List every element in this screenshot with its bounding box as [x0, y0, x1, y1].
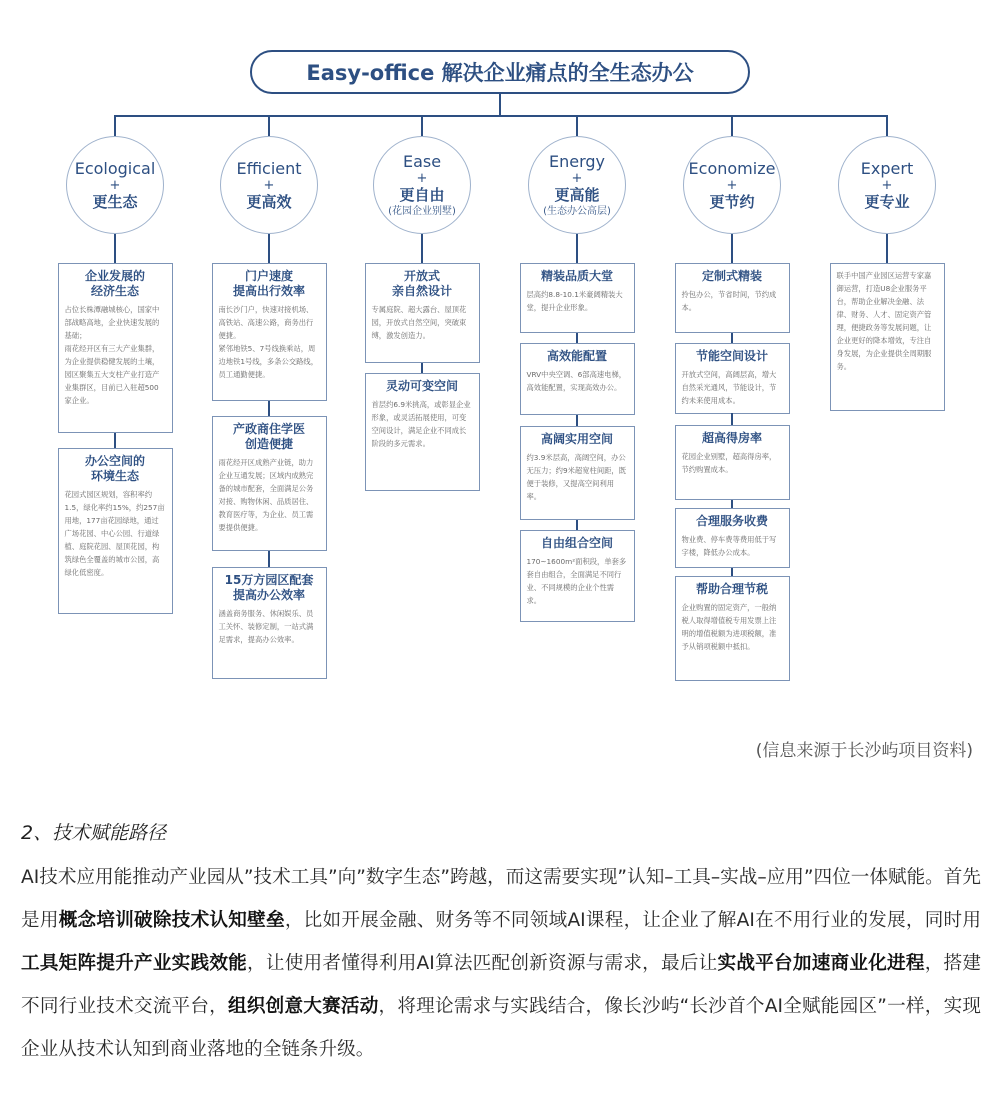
- box-connector-line: [421, 363, 423, 373]
- box-connector-line: [576, 520, 578, 530]
- feature-description: 花园企业别墅，超高得房率，节约购置成本。: [681, 452, 777, 474]
- feature-description: 占位长株潭融城核心，国家中部战略高地，企业快速发展的基础； 雨花经开区有三大产业集群，为企业提供稳健发展的土壤，园区聚集五大支柱产业打造产业集群区，目前已入驻超500家企业。: [64, 305, 160, 405]
- feature-description: 南长沙门户，快速对接机场、高铁站、高速公路，商务出行便捷。 紧邻地铁5、7号线换乘站，周边地铁1号线，多条公交路线，员工通勤便捷。: [218, 305, 319, 379]
- circle-to-box-line: [421, 234, 423, 263]
- box-connector-line: [114, 433, 116, 448]
- feature-description: 约3.9米层高，高阔空间，办公无压力；约9米超宽柱间距，既便于装修，又提高空间利用率。: [526, 453, 627, 501]
- category-plus: +: [416, 170, 428, 186]
- feature-box: [212, 567, 327, 679]
- feature-box: [212, 263, 327, 401]
- feature-title: 精装品质大堂: [540, 269, 613, 283]
- horizontal-bus-line: [114, 115, 888, 117]
- feature-title: 门户速度 提高出行效率: [232, 269, 305, 298]
- feature-title: 15万方园区配套 提高办公效率: [224, 573, 314, 602]
- text-run: ，搭建不同行业技术交流平台，: [21, 953, 981, 1017]
- feature-description: 企业购置的固定资产，一般纳税人取得增值税专用发票上注明的增值税额为进项税额，准予从销项税额中抵扣。: [681, 603, 777, 651]
- title-connector-line: [499, 94, 501, 116]
- feature-title: 超高得房率: [701, 431, 762, 445]
- text-run: ，让使用者懂得利用AI算法匹配创新资源与需求，最后让: [247, 953, 718, 974]
- feature-title: 定制式精装: [701, 269, 762, 283]
- bold-phrase: 工具矩阵提升产业实践效能: [21, 953, 248, 974]
- feature-description: 拎包办公，节省时间，节约成本。: [681, 290, 777, 312]
- feature-description: 雨花经开区成熟产业链，助力企业互通发展；区域内成熟完备的城市配套，全面满足公务对接、购物休闲、品质居住、教育医疗等，为企业、员工需要提供便捷。: [218, 458, 314, 532]
- feature-box: [675, 576, 790, 681]
- feature-box: [520, 530, 635, 622]
- column-drop-line: [731, 115, 733, 136]
- feature-box: [58, 448, 173, 614]
- feature-box: [675, 263, 790, 333]
- feature-title: 产政商住学医 创造便捷: [232, 422, 305, 451]
- bold-phrase: 实战平台加速商业化进程: [717, 953, 925, 974]
- feature-description: 层高约8.8-10.1米豪阔精装大堂，提升企业形象。: [526, 290, 623, 312]
- feature-title: 帮助合理节税: [695, 582, 768, 596]
- column-drop-line: [886, 115, 888, 136]
- feature-title: 高效能配置: [546, 349, 607, 363]
- body-paragraph: [21, 856, 981, 1071]
- category-sub: (花园企业别墅): [388, 205, 456, 217]
- column-drop-line: [114, 115, 116, 136]
- feature-box: [212, 416, 327, 551]
- diagram-title: Easy-office 解决企业痛点的全生态办公: [250, 50, 750, 94]
- feature-description: 联手中国产业园区运营专家嘉御运营，打造U8企业服务平台，帮助企业解决金融、法律、财务、人才、固定资产管理，便捷政务等发展问题，让企业更好的降本增效，专注自身发展，为企业提供全周期服务。: [836, 271, 932, 371]
- feature-title: 节能空间设计: [695, 349, 768, 363]
- category-en: Ecological: [74, 158, 156, 178]
- category-en: Energy: [548, 151, 605, 171]
- box-connector-line: [576, 415, 578, 426]
- section-title: 2、技术赋能路径: [21, 822, 167, 844]
- category-circle: [373, 136, 471, 234]
- category-circle: [528, 136, 626, 234]
- category-cn: 更高能: [554, 185, 600, 204]
- feature-description: 170~1600m²面积段，单套多套自由组合，全面满足不同行业、不同规模的企业个性需求。: [526, 557, 627, 605]
- feature-description: 花园式园区规划，容积率约1.5，绿化率约15%，约257亩用地，177亩花园绿地，通过广场花园、中心公园、行道绿植、庭院花园、屋顶花园，构筑绿色全覆盖的城市公园，高绿化低密度。: [64, 490, 165, 577]
- column-drop-line: [421, 115, 423, 136]
- feature-title: 办公空间的 环境生态: [84, 454, 145, 483]
- circle-to-box-line: [886, 234, 888, 263]
- bold-phrase: 组织创意大赛活动: [228, 996, 379, 1017]
- category-circle: [683, 136, 781, 234]
- category-plus: +: [109, 177, 121, 193]
- category-sub: (生态办公高层): [543, 205, 611, 217]
- text-run: AI技术应用能推动产业园从”技术工具”向”数字生态”跨越，而这需要实现”认知–工具–实战–应用”四位一体赋能。首先是用: [21, 867, 981, 931]
- feature-description: 首层约6.9米挑高，或彰显企业形象，或灵活拓展使用，可变空间设计，满足企业不同成长阶段的多元需求。: [371, 400, 471, 448]
- box-connector-line: [731, 413, 733, 425]
- text-run: ，比如开展金融、财务等不同领域AI课程，让企业了解AI在不用行业的发展，同时用: [284, 910, 981, 931]
- feature-description: 专属庭院、超大露台、屋顶花园，开放式自然空间，突破束缚，激发创造力。: [371, 305, 467, 340]
- feature-title: 开放式 亲自然设计: [391, 269, 452, 298]
- feature-box: [675, 508, 790, 568]
- feature-title: 企业发展的 经济生态: [84, 269, 145, 298]
- box-connector-line: [576, 333, 578, 343]
- category-circle: [66, 136, 164, 234]
- feature-box: [520, 263, 635, 333]
- category-en: Economize: [688, 158, 776, 178]
- column-drop-line: [576, 115, 578, 136]
- box-connector-line: [731, 333, 733, 343]
- feature-box: [675, 425, 790, 500]
- box-connector-line: [268, 401, 270, 416]
- category-en: Efficient: [236, 158, 302, 178]
- column-drop-line: [268, 115, 270, 136]
- category-en: Expert: [860, 158, 914, 178]
- feature-title: 灵动可变空间: [385, 379, 458, 393]
- category-cn: 更高效: [246, 192, 292, 211]
- text-run: ，将理论需求与实践结合，像长沙屿“长沙首个AI全赋能园区”一样，实现企业从技术认知到商业落地的全链条升级。: [21, 996, 981, 1060]
- feature-box: [675, 343, 790, 414]
- circle-to-box-line: [576, 234, 578, 263]
- feature-title: 高阔实用空间: [540, 432, 613, 446]
- feature-title: 自由组合空间: [540, 536, 613, 550]
- circle-to-box-line: [114, 234, 116, 263]
- category-en: Ease: [402, 151, 442, 171]
- category-plus: +: [726, 177, 738, 193]
- category-circle: [838, 136, 936, 234]
- circle-to-box-line: [731, 234, 733, 263]
- feature-box: [830, 263, 945, 411]
- feature-description: 开放式空间，高阔层高，增大自然采光通风，节能设计，节约未来使用成本。: [681, 370, 777, 405]
- category-plus: +: [881, 177, 893, 193]
- feature-box: [520, 426, 635, 520]
- category-cn: 更生态: [92, 192, 138, 211]
- feature-box: [365, 373, 480, 491]
- box-connector-line: [731, 500, 733, 508]
- category-cn: 更专业: [864, 192, 910, 211]
- box-connector-line: [268, 551, 270, 567]
- feature-description: 涵盖商务服务、休闲娱乐、员工关怀、装修定制，一站式满足需求，提高办公效率。: [218, 609, 314, 644]
- feature-description: 物业费、停车费等费用低于写字楼，降低办公成本。: [681, 535, 777, 557]
- category-cn: 更节约: [709, 192, 755, 211]
- category-plus: +: [263, 177, 275, 193]
- feature-box: [58, 263, 173, 433]
- circle-to-box-line: [268, 234, 270, 263]
- source-note: (信息来源于长沙屿项目资料): [755, 741, 973, 761]
- bold-phrase: 概念培训破除技术认知壁垒: [58, 910, 285, 931]
- feature-description: VRV中央空调、6部高速电梯，高效能配置，实现高效办公。: [526, 370, 627, 392]
- box-connector-line: [731, 568, 733, 576]
- feature-title: 合理服务收费: [695, 514, 768, 528]
- feature-box: [365, 263, 480, 363]
- feature-box: [520, 343, 635, 415]
- category-plus: +: [571, 170, 583, 186]
- category-circle: [220, 136, 318, 234]
- category-cn: 更自由: [399, 185, 445, 204]
